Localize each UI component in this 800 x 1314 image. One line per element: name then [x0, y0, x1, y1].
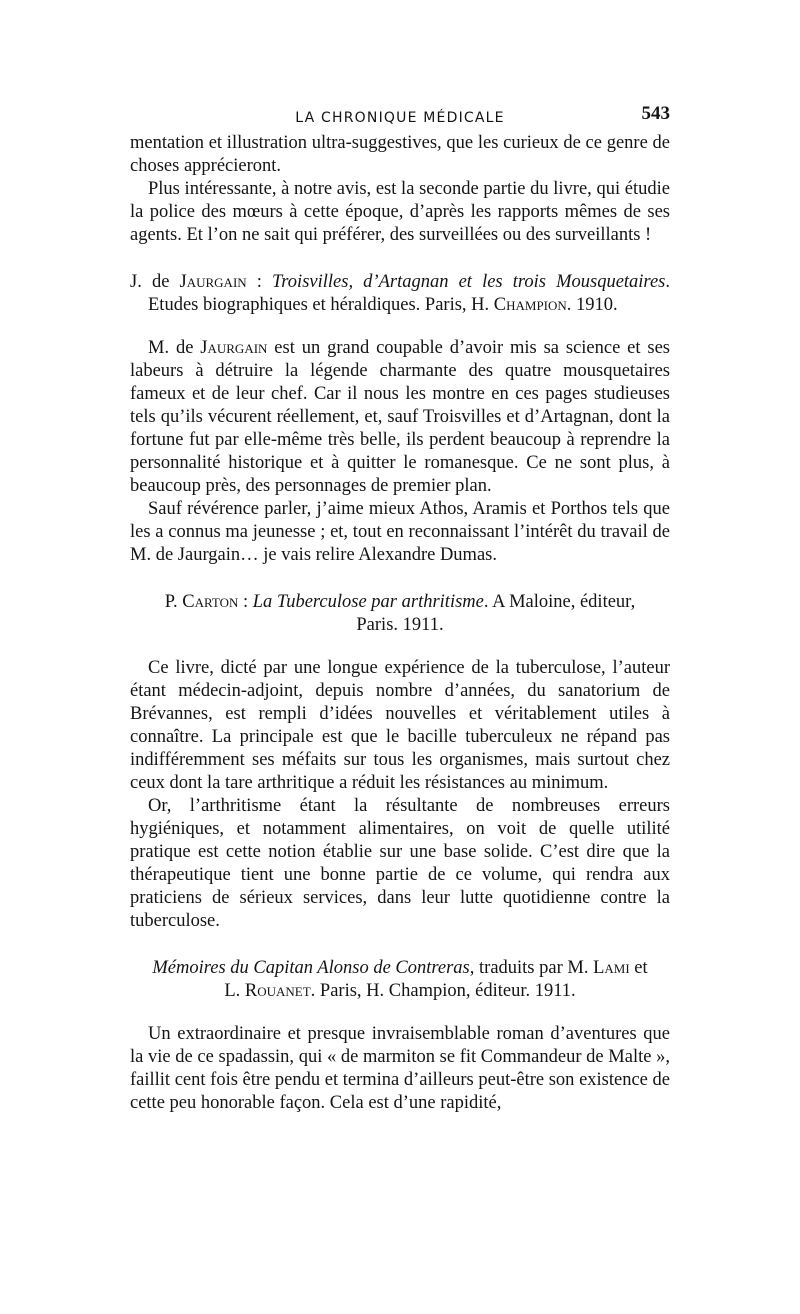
review-1-title: Troisvilles, d’Artagnan et les trois Mousquetaires	[272, 272, 666, 292]
review-2-details: . A Maloine, éditeur,	[483, 592, 636, 612]
page-number: 543	[641, 103, 670, 124]
review-1-sep: :	[246, 272, 273, 292]
review-2-reference-line-2: Paris. 1911.	[356, 615, 444, 635]
review-2-author-prefix: P.	[164, 592, 183, 612]
page-body	[130, 132, 670, 1115]
review-2-author-name: Carton	[182, 592, 239, 612]
intro-paragraph-1: mentation et illustration ultra-suggestives, que les curieux de ce genre de choses apprécieront.	[130, 133, 670, 176]
review-1-year: . 1910.	[566, 295, 618, 315]
review-3-title: Mémoires du Capitan Alonso de Contreras	[152, 958, 470, 978]
review-1-author-mention: Jaurgain	[200, 338, 268, 358]
review-2-paragraph-2: Or, l’arthritisme étant la résultante de nombreuses erreurs hygiéniques, et notamment alimentaires, on voit de quelle utilité pratique est cette notion établie sur une base solide. C’est dire que la thérapeutique tient une bonne partie de ce volume, qui rendra aux praticiens de sérieux services, dans leur lutte quotidienne contre la tuberculose.	[130, 796, 670, 931]
review-3-reference-line-1: Mémoires du Capitan Alonso de Contreras, traduits par M. Lami et	[152, 958, 648, 978]
review-2-reference-line-1	[130, 591, 670, 614]
review-1-publisher: Champion	[493, 295, 567, 315]
review-1-author-name: Jaurgain	[179, 272, 247, 292]
review-1-details: . Etudes biographiques et héraldiques. Paris, H.	[148, 272, 670, 315]
review-3-paragraph-1: Un extraordinaire et presque invraisemblable roman d’aventures que la vie de ce spadassin, qui « de marmiton se fit Commandeur de Malte », faillit cent fois être pendu et termina d’ailleurs peut-être son existence de cette peu honorable façon. Cela est d’une rapidité,	[130, 1024, 670, 1113]
review-1-paragraph-1: M. de Jaurgain est un grand coupable d’avoir mis sa science et ses labeurs à détruire la légende charmante des quatre mousquetaires fameux et de leur chef. Car il nous les montre en ces pages studieuses tels qu’ils vécurent réellement, et, sauf Troisvilles et d’Artagnan, dont la fortune fut par elle-même très belle, ils perdent beaucoup à reprendre la personnalité historique et à quitter le romanesque. Ce ne sont plus, à beaucoup près, des personnages de premier plan.	[130, 338, 670, 496]
review-3-reference-line-2: L. Rouanet. Paris, H. Champion, éditeur. 1911.	[224, 981, 576, 1001]
running-header	[130, 103, 670, 133]
intro-paragraph-2: Plus intéressante, à notre avis, est la seconde partie du livre, qui étudie la police des mœurs à cette époque, d’après les rapports mêmes de ses agents. Et l’on ne sait qui préférer, des surveillées ou des surveillants !	[130, 179, 670, 245]
review-2-sep: :	[238, 592, 253, 612]
journal-title: LA CHRONIQUE MÉDICALE	[295, 110, 505, 126]
review-2-title: La Tuberculose par arthritisme	[252, 592, 484, 612]
review-3-translator-1: Lami	[593, 958, 630, 978]
review-1-reference	[130, 271, 670, 317]
review-1-author-prefix: J. de	[130, 272, 180, 292]
review-2-paragraph-1: Ce livre, dicté par une longue expérience de la tuberculose, l’auteur étant médecin-adjoint, depuis nombre d’années, du sanatorium de Brévannes, est rempli d’idées nouvelles et véritablement utiles à connaître. La principale est que le bacille tuberculeux ne répand pas indifféremment ses méfaits sur tous les organismes, mais surtout chez ceux dont la tare arthritique a réduit les résistances au minimum.	[130, 658, 670, 793]
review-1-paragraph-2: Sauf révérence parler, j’aime mieux Athos, Aramis et Porthos tels que les a connus ma jeunesse ; et, tout en reconnaissant l’intérêt du travail de M. de Jaurgain… je vais relire Alexandre Dumas.	[130, 499, 670, 565]
review-3-translator-2: Rouanet	[244, 981, 311, 1001]
